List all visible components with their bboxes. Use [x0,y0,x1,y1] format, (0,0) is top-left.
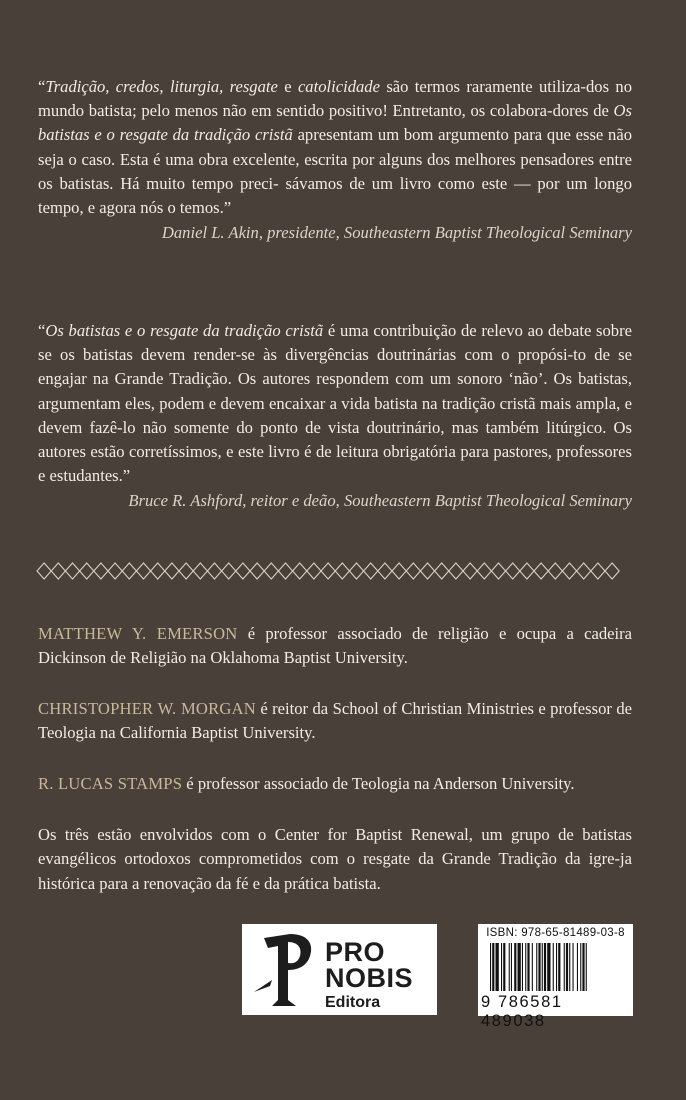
author-bio-morgan [38,697,632,746]
author-name: CHRISTOPHER W. MORGAN [38,699,256,718]
quote-attribution: Daniel L. Akin, presidente, Southeastern Baptist Theological Seminary [161,223,632,243]
quote-text [38,75,632,220]
publisher-logo [242,924,437,1015]
author-name: R. LUCAS STAMPS [38,774,183,793]
quote-run: é uma contribuição de relevo ao debate sobre se os batistas devem render-se às divergências doutrinárias com o propósi-to de se engajar na Grande Tradição. Os autores respondem com um sonoro ‘não’. Os batistas, argumentam eles, podem e devem encaixar a vida batista na tradição cristã mais ampla, e devem fazê-lo não somente do ponto de vista doutrinário, mas também litúrgico. Os autores estão corretíssimos, e este livro é de leitura obrigatória para pastores, professores e estudantes.” [38,321,632,486]
author-bio-text: é professor associado de Teologia na Anderson University. [182,774,575,793]
author-bio-emerson [38,622,632,671]
barcode-digits: 9 786581 489038 [481,993,563,1030]
quote-text [38,319,632,488]
book-title-italic: Os batistas e o resgate da tradição cristã [38,101,632,145]
quote-italic: catolicidade [297,77,380,96]
open-quote: “ [38,321,46,340]
diamond-divider [36,562,632,580]
author-bio-text: é reitor da School of Christian Ministries e professor de Teologia na California Baptist University. [38,699,632,743]
quote-attribution: Bruce R. Ashford, reitor e deão, Southeastern Baptist Theological Seminary [128,491,632,511]
book-title-italic: Os batistas e o resgate da tradição cristã [45,321,324,340]
blackletter-p-icon [250,930,320,1010]
closing-paragraph: Os três estão envolvidos com o Center for Baptist Renewal, um grupo de batistas evangélicos ortodoxos comprometidos com o resgate da Grande Tradição da igre-ja histórica para a renovação da fé e da prática batista. [38,825,632,893]
quote-run: apresentam um bom argumento para que esse não seja o caso. Esta é uma obra excelente, escrita por alguns dos melhores pensadores entre os batistas. Há muito tempo preci- sávamos de um livro como este — por um longo tempo, e agora nós o temos.” [38,125,633,218]
isbn-label: ISBN: 978-65-81489-03-8 [486,927,625,939]
quote-run: e [277,77,298,96]
publisher-name-line2: NOBIS [325,963,414,993]
open-quote: “ [38,77,46,96]
author-bio-stamps [38,772,632,796]
isbn-barcode-box [478,924,633,1030]
publisher-subtitle: Editora [325,994,381,1011]
barcode-icon [486,943,626,995]
quote-italic: Tradição, credos, liturgia, resgate [45,77,278,96]
author-name: MATTHEW Y. EMERSON [38,624,238,643]
endorsement-quote-ashford [38,319,632,514]
publisher-wordmark [325,939,413,1013]
quote-run: são termos raramente utiliza-dos no mundo batista; pelo menos não em sentido positivo! Entretanto, os colabora-dores de [38,77,632,121]
publisher-name-line1: PRO [325,937,386,967]
endorsement-quote-akin [38,75,632,245]
author-bio-text: é professor associado de religião e ocupa a cadeira Dickinson de Religião na Oklahoma Baptist University. [38,624,632,668]
